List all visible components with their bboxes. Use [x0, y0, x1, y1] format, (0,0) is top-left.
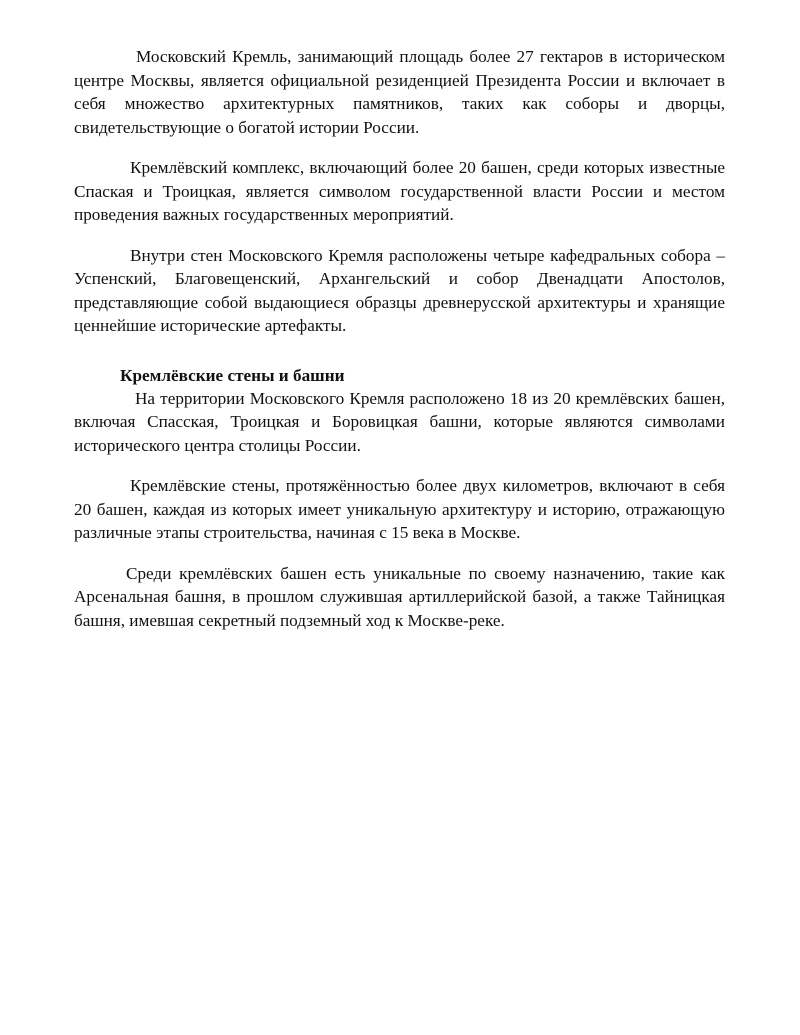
paragraph-spacer — [74, 227, 725, 244]
document-body — [74, 45, 725, 632]
paragraph-spacer — [74, 139, 725, 156]
paragraph-spacer — [74, 457, 725, 474]
paragraph-unique-towers: Среди кремлёвских башен есть уникальные по своему назначению, такие как Арсенальная башня, в прошлом служившая артиллерийской базой, а также Тайницкая башня, имевшая секретный подземный ход к Москве-реке. — [74, 563, 725, 630]
paragraph-cathedrals: Внутри стен Московского Кремля расположены четыре кафедральных собора – Успенский, Благовещенский, Архангельский и собор Двенадцати Апостолов, представляющие собой выдающиеся образцы древнерусской архитектуры и хранящие ценнейшие исторические артефакты. — [74, 245, 725, 335]
section-heading: Кремлёвские стены и башни — [120, 365, 345, 385]
paragraph-spacer — [74, 545, 725, 562]
paragraph-kremlin-walls: Кремлёвские стены, протяжённостью более двух километров, включают в себя 20 башен, каждая из которых имеет уникальную архитектуру и историю, отражающую различные этапы строительства, начиная с 15 века в Москве. — [74, 476, 725, 542]
paragraph-kremlin-intro: Московский Кремль, занимающий площадь более 27 гектаров в историческом центре Москвы, является официальной резиденцией Президента России и включает в себя множество архитектурных памятников, таких как соборы и дворцы, свидетельствующие о богатой истории России. — [74, 47, 725, 137]
paragraph-kremlin-complex: Кремлёвский комплекс, включающий более 20 башен, среди которых известные Спаская и Троицкая, является символом государственной власти России и местом проведения важных государственных мероприятий. — [74, 158, 725, 224]
paragraph-towers-count: На территории Московского Кремля расположено 18 из 20 кремлёвских башен, включая Спасская, Троицкая и Боровицкая башни, которые являются символами исторического центра столицы России. — [74, 388, 725, 455]
section-spacer — [74, 338, 725, 365]
